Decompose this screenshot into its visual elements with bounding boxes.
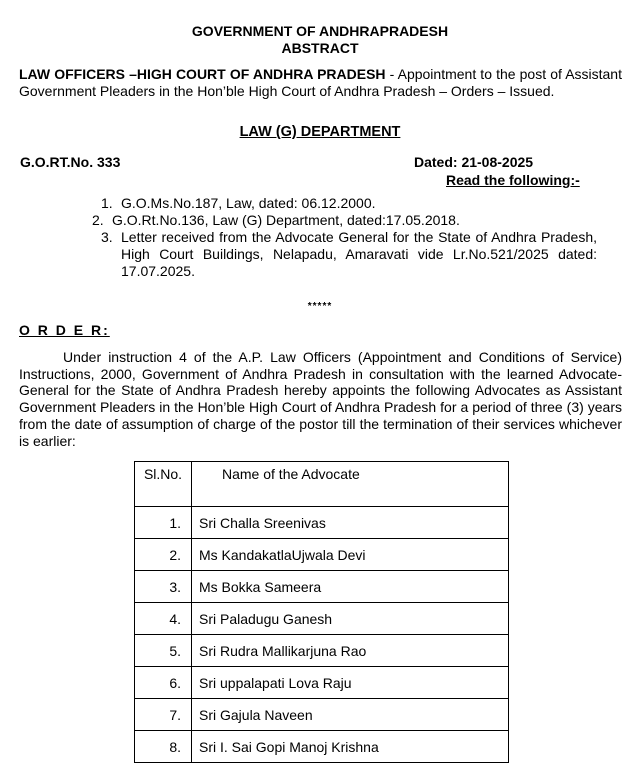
reference-item — [101, 229, 597, 280]
go-number: G.O.RT.No. 333 — [20, 154, 121, 170]
table-row — [135, 571, 509, 603]
serial-number-cell: 6. — [135, 667, 192, 699]
order-paragraph: Under instruction 4 of the A.P. Law Officers (Appointment and Conditions of Service) Instructions, 2000, Government of Andhra Pradesh in consultation with the learned Advocate-General for the State of Andhra Pradesh hereby appoints the following Advocates as Assistant Government Pleaders in the Hon’ble High Court of Andhra Pradesh for a period of three (3) years from the date of assumption of charge of the postor till the termination of their services whichever is earlier: — [19, 349, 622, 449]
reference-number: 2. — [92, 212, 104, 228]
advocate-name-cell: Sri I. Sai Gopi Manoj Krishna — [192, 731, 509, 763]
table-row — [135, 667, 509, 699]
subject-paragraph — [19, 66, 622, 99]
abstract-heading: ABSTRACT — [281, 40, 359, 56]
advocate-name-cell: Sri Rudra Mallikarjuna Rao — [192, 635, 509, 667]
table-row — [135, 507, 509, 539]
table-row — [135, 603, 509, 635]
serial-number-cell: 4. — [135, 603, 192, 635]
advocate-name-header: Name of the Advocate — [192, 462, 509, 507]
go-date: Dated: 21-08-2025 — [414, 154, 534, 170]
table-row — [135, 699, 509, 731]
advocate-name-cell: Sri Paladugu Ganesh — [192, 603, 509, 635]
subject-title: LAW OFFICERS –HIGH COURT OF ANDHRA PRADESH — [19, 66, 386, 82]
order-heading: O R D E R: — [19, 322, 110, 338]
table-header-row — [135, 462, 509, 507]
table-row — [135, 635, 509, 667]
advocate-name-cell: Sri Challa Sreenivas — [192, 507, 509, 539]
department-label: LAW (G) DEPARTMENT — [239, 124, 401, 140]
read-following-heading: Read the following:- — [446, 172, 580, 188]
table-row — [135, 539, 509, 571]
advocate-name-cell: Ms KandakatlaUjwala Devi — [192, 539, 509, 571]
references-list — [87, 195, 597, 280]
advocate-name-cell: Ms Bokka Sameera — [192, 571, 509, 603]
reference-item — [92, 212, 597, 229]
serial-number-cell: 2. — [135, 539, 192, 571]
serial-number-cell: 1. — [135, 507, 192, 539]
advocate-name-cell: Sri uppalapati Lova Raju — [192, 667, 509, 699]
reference-item — [101, 195, 597, 212]
reference-text: G.O.Ms.No.187, Law, dated: 06.12.2000. — [121, 195, 376, 211]
subject-description: - Appointment to the post of Assistant Government Pleaders in the Hon’ble High Court of Andhra Pradesh – Orders – Issued. — [19, 66, 622, 99]
table-row — [135, 731, 509, 763]
reference-number: 3. — [101, 229, 113, 245]
advocate-name-cell: Sri Gajula Naveen — [192, 699, 509, 731]
government-heading: GOVERNMENT OF ANDHRAPRADESH — [191, 23, 449, 39]
serial-number-header: Sl.No. — [135, 462, 192, 507]
serial-number-cell: 7. — [135, 699, 192, 731]
advocates-table — [134, 461, 509, 763]
serial-number-cell: 3. — [135, 571, 192, 603]
reference-text: Letter received from the Advocate General for the State of Andhra Pradesh, High Court Buildings, Nelapadu, Amaravati vide Lr.No.521/2025 dated: 17.07.2025. — [121, 229, 597, 279]
serial-number-cell: 5. — [135, 635, 192, 667]
separator-stars: ***** — [307, 301, 333, 312]
serial-number-cell: 8. — [135, 731, 192, 763]
reference-text: G.O.Rt.No.136, Law (G) Department, dated:17.05.2018. — [112, 212, 460, 228]
department-heading — [0, 124, 640, 140]
reference-number: 1. — [101, 195, 113, 211]
